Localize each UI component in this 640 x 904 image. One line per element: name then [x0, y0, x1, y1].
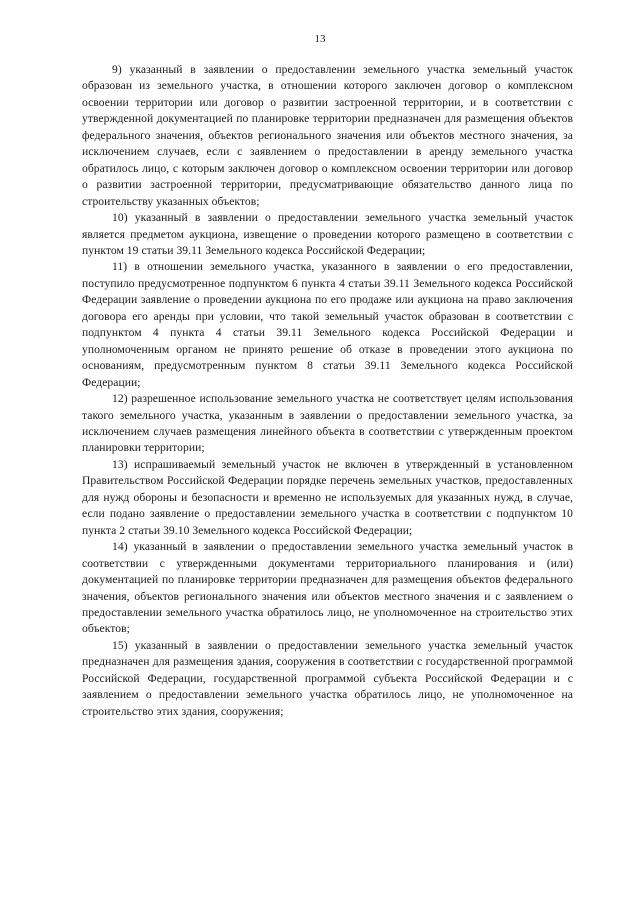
paragraph-item-13: 13) испрашиваемый земельный участок не включен в утвержденный в установленном Правительством Российской Федерации порядке перечень земельных участков, предоставленных для нужд обороны и безопасности и временно не используемых для указанных нужд, в случае, если подано заявление о предоставлении земельного участка в соответствии с подпунктом 10 пункта 2 статьи 39.10 Земельного кодекса Российской Федерации;	[82, 457, 573, 537]
paragraph-item-14: 14) указанный в заявлении о предоставлении земельного участка земельный участок в соответствии с утвержденными документами территориального планирования и (или) документацией по планировке территории предназначен для размещения объектов федерального значения, объектов регионального значения или объектов местного значения и с заявлением о предоставлении земельного участка обратилось лицо, не уполномоченное на строительство этих объектов;	[82, 540, 573, 636]
paragraph-item-12: 12) разрешенное использование земельного участка не соответствует целям использования такого земельного участка, указанным в заявлении о предоставлении земельного участка, за исключением случаев размещения линейного объекта в соответствии с утвержденным проектом планировки территории;	[82, 392, 573, 455]
paragraph-item-11: 11) в отношении земельного участка, указанного в заявлении о его предоставлении, поступило предусмотренное подпунктом 6 пункта 4 статьи 39.11 Земельного кодекса Российской Федерации заявление о проведении аукциона по его продаже или аукциона на право заключения договора его аренды при условии, что такой земельный участок образован в соответствии с подпунктом 4 пункта 4 статьи 39.11 Земельного кодекса Российской Федерации и уполномоченным органом не принято решение об отказе в проведении этого аукциона по основаниям, предусмотренным пунктом 8 статьи 39.11 Земельного кодекса Российской Федерации;	[82, 260, 573, 389]
paragraph-item-15: 15) указанный в заявлении о предоставлении земельного участка земельный участок предназначен для размещения здания, сооружения в соответствии с государственной программой Российской Федерации, государственной программой субъекта Российской Федерации и с заявлением о предоставлении земельного участка обратилось лицо, не уполномоченное на строительство этих здания, сооружения;	[82, 638, 573, 718]
paragraph-item-10: 10) указанный в заявлении о предоставлении земельного участка земельный участок является предметом аукциона, извещение о проведении которого размещено в соответствии с пунктом 19 статьи 39.11 Земельного кодекса Российской Федерации;	[82, 211, 573, 257]
document-body	[82, 62, 573, 720]
paragraph-item-9: 9) указанный в заявлении о предоставлении земельного участка земельный участок образован из земельного участка, в отношении которого заключен договор о комплексном освоении территории или договор о развитии застроенной территории, и в соответствии с утвержденной документацией по планировке территории предназначен для размещения объектов федерального значения, объектов регионального значения или объектов местного значения, за исключением случаев, если с заявлением о предоставлении в аренду земельного участка обратилось лицо, с которым заключен договор о комплексном освоении территории или договор о развитии застроенной территории, предусматривающие обязательство данного лица по строительству указанных объектов;	[82, 63, 573, 208]
page-number: 13	[314, 33, 326, 45]
